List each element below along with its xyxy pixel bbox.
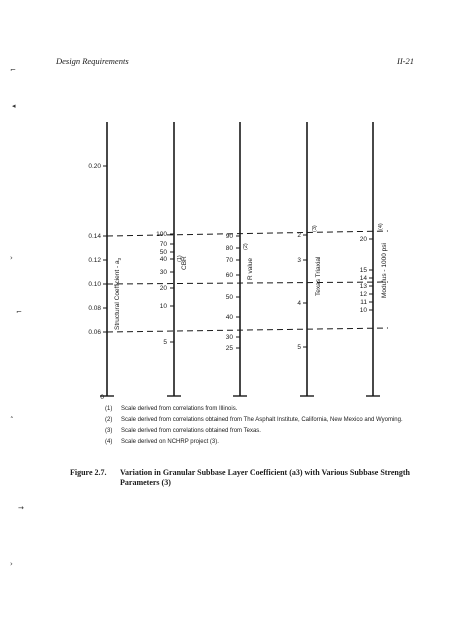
tick-label: 30	[159, 269, 167, 276]
tick-label: 40	[225, 314, 233, 321]
svg-text:(1): (1)	[177, 255, 183, 262]
texas-triaxial-ticks	[297, 232, 307, 351]
tick-label: 40	[159, 256, 167, 263]
note-item	[105, 438, 405, 446]
modulus-ticks	[360, 236, 373, 314]
svg-text:Modulus - 1000 psi: Modulus - 1000 psi	[381, 243, 388, 298]
modulus-title	[381, 243, 388, 298]
tick-label: 10	[159, 303, 167, 310]
tick-label: 0.10	[88, 281, 101, 288]
tick-label: 3	[297, 257, 301, 264]
tick-label: 5	[297, 344, 301, 351]
svg-text:CBR: CBR	[181, 256, 188, 270]
tick-label: 4	[297, 300, 301, 307]
tick-label: 100	[156, 231, 167, 238]
svg-text:R value: R value	[247, 257, 254, 280]
tick-label: 70	[225, 257, 233, 264]
margin-mark: →	[18, 504, 24, 512]
note-number: (1)	[105, 406, 113, 412]
cbr-ticks	[156, 231, 174, 346]
note-item	[105, 405, 405, 413]
tick-label: 0.20	[88, 163, 101, 170]
tick-label: 20	[359, 236, 367, 243]
tick-label: 30	[225, 334, 233, 341]
margin-mark: ›	[10, 254, 13, 262]
margin-mark: ⌐	[10, 66, 16, 74]
figure-label: Figure 2.7.	[70, 468, 107, 477]
tick-label: 0.12	[88, 257, 101, 264]
note-text: Scale derived on NCHRP project (3).	[121, 439, 219, 445]
tick-label: 14	[359, 275, 367, 282]
svg-text:Texas Triaxial: Texas Triaxial	[315, 256, 322, 296]
margin-mark: ›	[10, 560, 13, 568]
tick-label: 5	[163, 339, 167, 346]
texas-triaxial-note-ref	[312, 225, 318, 232]
tick-label: 0.14	[88, 233, 101, 240]
tick-label: 12	[359, 291, 367, 298]
note-text: Scale derived from correlations obtained from The Asphalt Institute, California, New Mexico and Wyoming.	[121, 417, 403, 423]
tick-label: 50	[159, 249, 167, 256]
tick-label: 90	[225, 233, 233, 240]
figure-caption	[70, 468, 420, 488]
note-number: (4)	[105, 439, 113, 445]
svg-text:Structural Coefficient - a3: Structural Coefficient - $a_3$	[114, 257, 122, 330]
svg-text:(3): (3)	[312, 225, 318, 232]
note-item	[105, 416, 405, 424]
tick-label: 10	[359, 307, 367, 314]
svg-text:(2): (2)	[243, 243, 249, 250]
note-number: (2)	[105, 417, 113, 423]
tick-label: 15	[359, 267, 367, 274]
cbr-note-ref	[177, 255, 183, 262]
note-item	[105, 427, 405, 435]
tick-label: 25	[225, 345, 233, 352]
structural-coefficient-ticks	[88, 163, 107, 401]
margin-mark: ˄	[10, 416, 14, 424]
correlation-line-lower	[107, 328, 388, 332]
tick-label: 2	[297, 232, 301, 239]
figure-caption-text: Variation in Granular Subbase Layer Coefficient (a3) with Various Subbase Strength Parameters (3)	[120, 468, 410, 487]
tick-label: 0	[100, 394, 104, 401]
tick-label: 0.06	[88, 329, 101, 336]
svg-text:(4): (4)	[378, 223, 384, 230]
tick-label: 13	[359, 283, 367, 290]
note-text: Scale derived from correlations from Illinois.	[121, 406, 238, 412]
tick-label: 11	[360, 299, 367, 306]
note-number: (3)	[105, 428, 113, 434]
texas-triaxial-title	[315, 256, 322, 296]
r-value-note-ref	[243, 243, 249, 250]
r-value-ticks	[226, 233, 240, 352]
tick-label: 20	[159, 285, 167, 292]
margin-mark: ⌐	[16, 308, 22, 316]
page-number: II-21	[397, 56, 414, 66]
tick-label: 60	[225, 272, 233, 279]
correlation-line-upper	[107, 231, 388, 236]
margin-mark: ◂	[12, 102, 16, 110]
correlation-line-middle	[107, 282, 388, 284]
tick-label: 80	[225, 245, 233, 252]
tick-label: 0.08	[88, 305, 101, 312]
note-text: Scale derived from correlations obtained from Texas.	[121, 428, 261, 434]
notes	[105, 405, 405, 449]
tick-label: 70	[159, 241, 167, 248]
modulus-note-ref	[378, 223, 384, 230]
structural-coefficient-title	[114, 257, 122, 330]
r-value-title	[247, 258, 254, 280]
section-title: Design Requirements	[56, 56, 129, 66]
tick-label: 50	[225, 294, 233, 301]
